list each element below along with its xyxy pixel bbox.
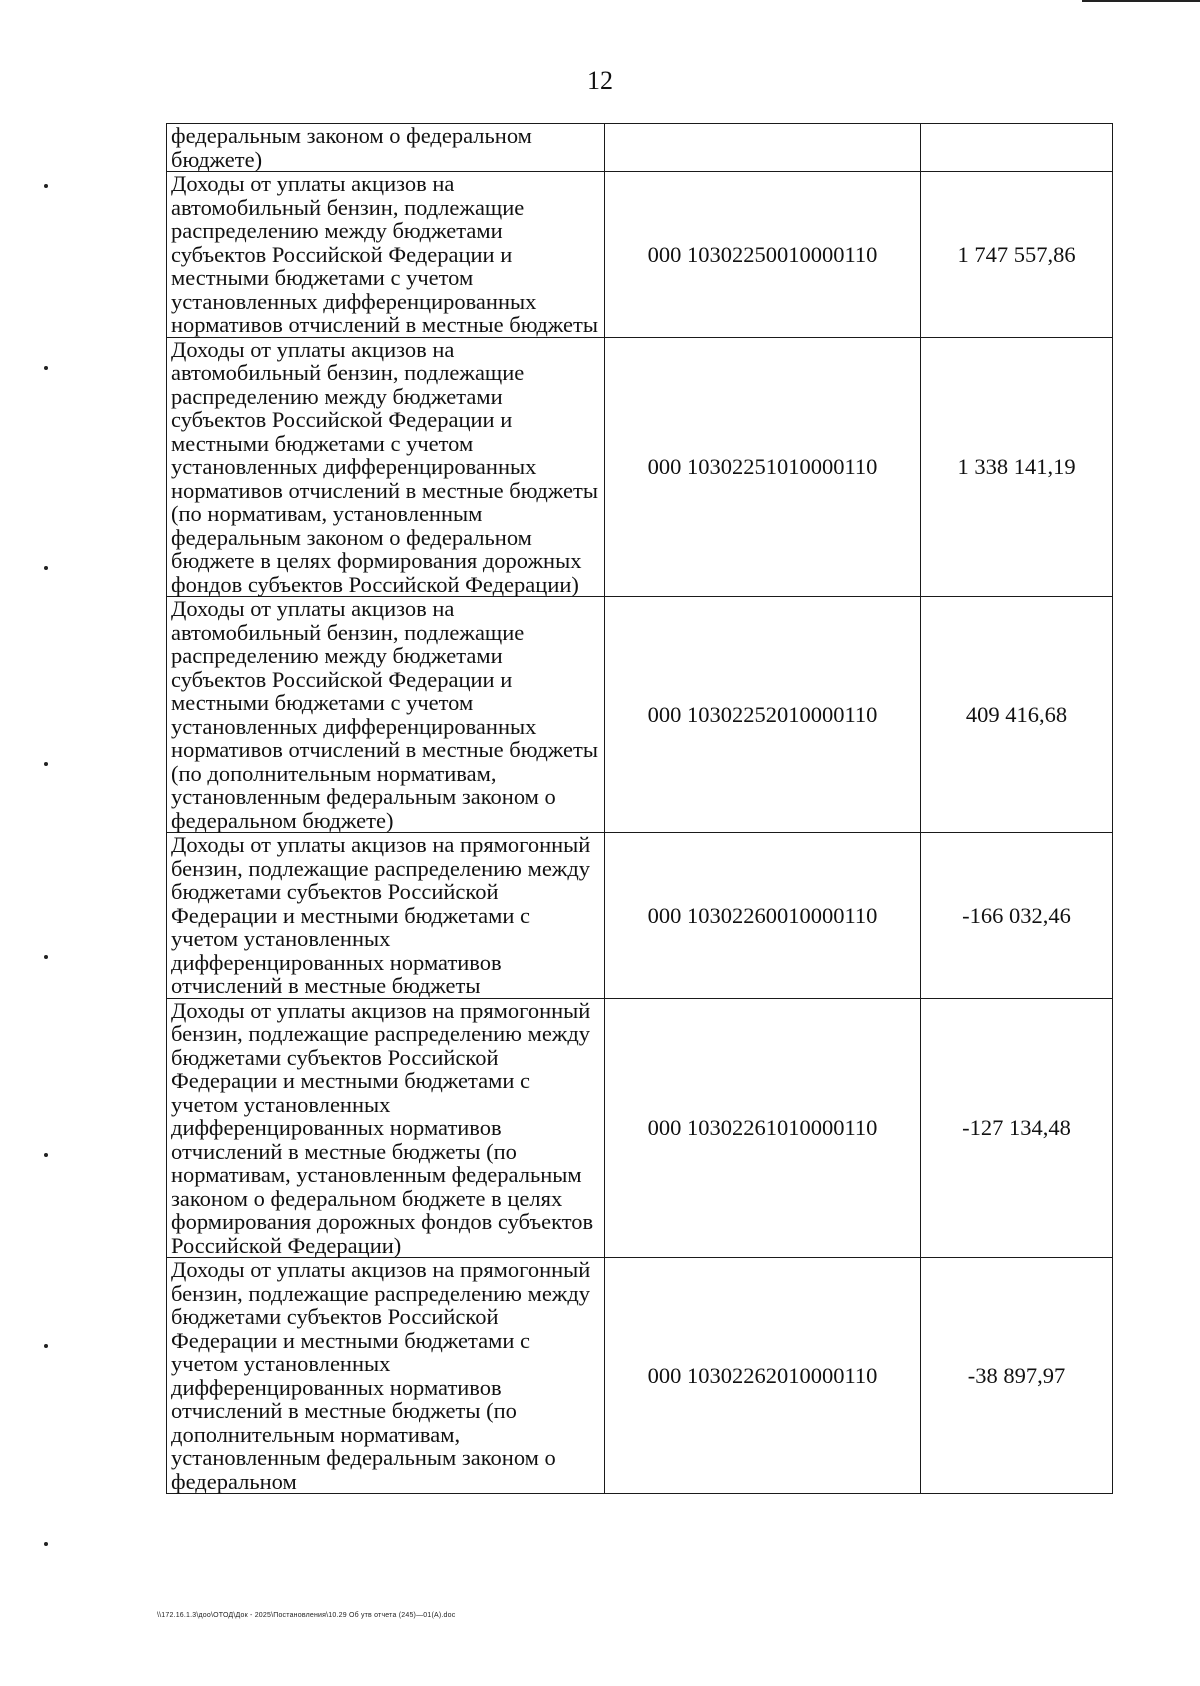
table-row — [167, 337, 1113, 597]
row-name: Доходы от уплаты акцизов на прямогонный бензин, подлежащие распределению между бюджетами субъектов Российской Федерации и местными бюджетами с учетом установленных дифференцированных нормативов отчислений в местные бюджеты (по дополнительным нормативам, установленным федеральным законом о федеральном — [167, 1258, 605, 1494]
margin-mark — [44, 566, 48, 570]
row-amount: 409 416,68 — [921, 597, 1113, 833]
row-amount: -166 032,46 — [921, 833, 1113, 999]
margin-mark — [44, 762, 48, 766]
row-name: Доходы от уплаты акцизов на автомобильный бензин, подлежащие распределению между бюджетами субъектов Российской Федерации и местными бюджетами с учетом установленных дифференцированных нормативов отчислений в местные бюджеты — [167, 172, 605, 338]
row-name: Доходы от уплаты акцизов на прямогонный бензин, подлежащие распределению между бюджетами субъектов Российской Федерации и местными бюджетами с учетом установленных дифференцированных нормативов отчислений в местные бюджеты — [167, 833, 605, 999]
table-row-continued — [167, 124, 1113, 172]
margin-mark — [44, 955, 48, 959]
row-name: федеральным законом о федеральном бюджете) — [167, 124, 605, 172]
row-code — [605, 124, 921, 172]
row-code: 000 10302260010000110 — [605, 833, 921, 999]
table-row — [167, 597, 1113, 833]
row-name: Доходы от уплаты акцизов на прямогонный бензин, подлежащие распределению между бюджетами субъектов Российской Федерации и местными бюджетами с учетом установленных дифференцированных нормативов отчислений в местные бюджеты (по нормативам, установленным федеральным законом о федеральном бюджете в целях формирования дорожных фондов субъектов Российской Федерации) — [167, 998, 605, 1258]
row-amount: -38 897,97 — [921, 1258, 1113, 1494]
margin-mark — [44, 366, 48, 370]
row-name: Доходы от уплаты акцизов на автомобильный бензин, подлежащие распределению между бюджетами субъектов Российской Федерации и местными бюджетами с учетом установленных дифференцированных нормативов отчислений в местные бюджеты (по нормативам, установленным федеральным законом о федеральном бюджете в целях формирования дорожных фондов субъектов Российской Федерации) — [167, 337, 605, 597]
row-code: 000 10302252010000110 — [605, 597, 921, 833]
row-code: 000 10302262010000110 — [605, 1258, 921, 1494]
margin-mark — [44, 1542, 48, 1546]
row-code: 000 10302251010000110 — [605, 337, 921, 597]
top-rule — [1082, 0, 1200, 2]
margin-mark — [44, 1153, 48, 1157]
table-row — [167, 172, 1113, 338]
row-amount: -127 134,48 — [921, 998, 1113, 1258]
row-name: Доходы от уплаты акцизов на автомобильный бензин, подлежащие распределению между бюджетами субъектов Российской Федерации и местными бюджетами с учетом установленных дифференцированных нормативов отчислений в местные бюджеты (по дополнительным нормативам, установленным федеральным законом о федеральном бюджете) — [167, 597, 605, 833]
row-code: 000 10302261010000110 — [605, 998, 921, 1258]
margin-mark — [44, 1344, 48, 1348]
footer-file-path: \\172.16.1.3\доо\ОТОД\Док - 2025\Постановления\10.29 Об утв отчета (245)—01(А).doc — [157, 1612, 456, 1619]
page-number: 12 — [587, 66, 613, 95]
margin-mark — [44, 184, 48, 188]
table-row — [167, 833, 1113, 999]
revenue-table — [166, 123, 1113, 1494]
row-amount: 1 338 141,19 — [921, 337, 1113, 597]
table-row — [167, 1258, 1113, 1494]
row-amount — [921, 124, 1113, 172]
row-amount: 1 747 557,86 — [921, 172, 1113, 338]
table-row — [167, 998, 1113, 1258]
row-code: 000 10302250010000110 — [605, 172, 921, 338]
